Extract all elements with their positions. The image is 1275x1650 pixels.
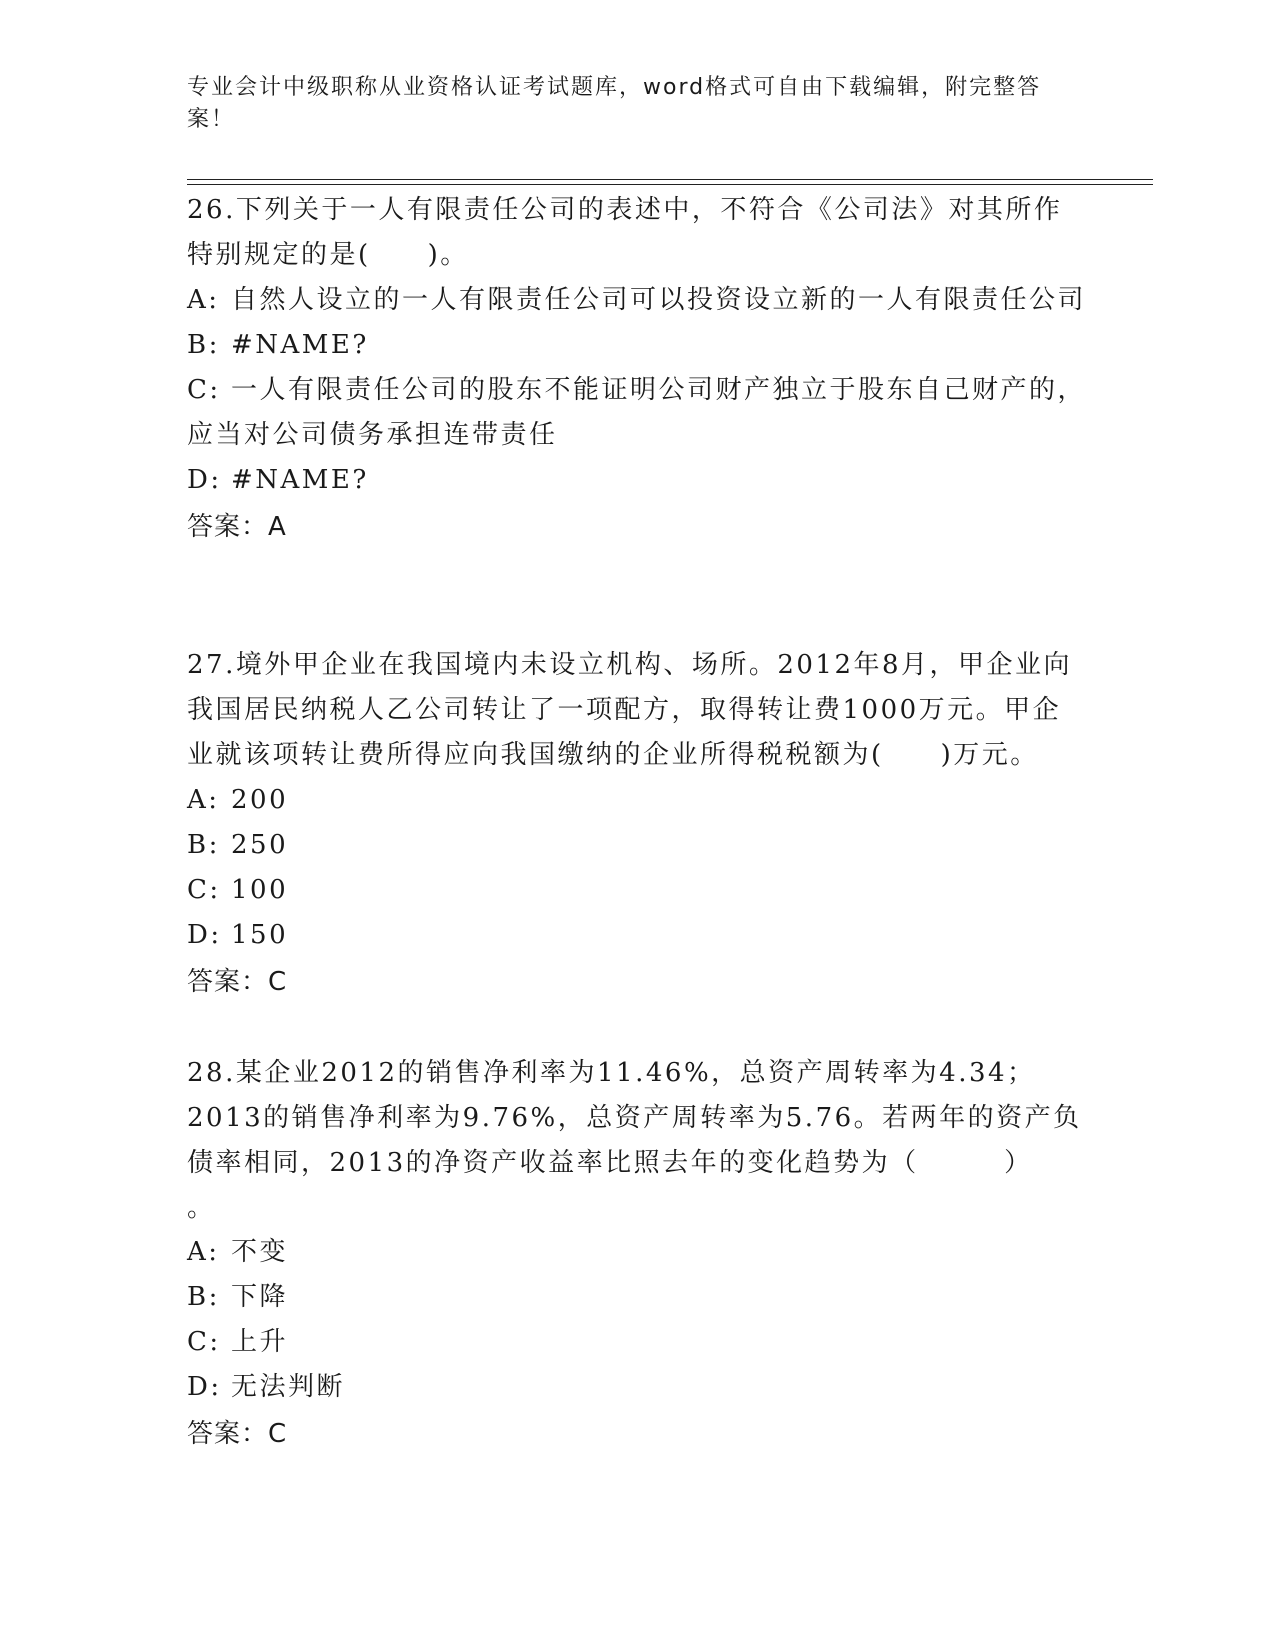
option-label: D: — [187, 465, 222, 495]
option-text: 自然人设立的一人有限责任公司可以投资设立新的一人有限责任公司 — [231, 285, 1087, 315]
option-a — [187, 278, 1087, 323]
answer-line: 答案：A — [187, 512, 287, 542]
question-27 — [187, 643, 1087, 1006]
header-rule-bottom — [187, 184, 1153, 185]
option-a — [187, 1230, 1087, 1275]
option-c — [187, 1320, 1087, 1365]
option-text: 一人有限责任公司的股东不能证明公司财产独立于股东自己财产的，应当对公司债务承担连带责任 — [187, 375, 1087, 450]
option-label: B: — [187, 830, 220, 860]
option-label: C: — [187, 875, 221, 905]
option-label: A: — [187, 785, 220, 815]
option-d — [187, 913, 1087, 958]
option-label: A: — [187, 1237, 220, 1267]
question-stem-text: 28.某企业2012的销售净利率为11.46%，总资产周转率为4.34；2013的销售净利率为9.76%，总资产周转率为5.76。若两年的资产负债率相同，2013的净资产收益率比照去年的变化趋势为（ ） — [187, 1058, 1082, 1178]
option-text: 下降 — [231, 1282, 289, 1312]
answer-line: 答案：C — [187, 967, 288, 997]
option-text: 上升 — [231, 1327, 289, 1357]
question-26 — [187, 188, 1087, 551]
option-text: 100 — [231, 875, 289, 905]
option-c — [187, 368, 1087, 458]
option-label: C: — [187, 1327, 221, 1357]
option-label: D: — [187, 1372, 222, 1402]
option-label: B: — [187, 330, 220, 360]
option-d — [187, 1365, 1087, 1410]
option-label: B: — [187, 1282, 220, 1312]
question-28 — [187, 1051, 1087, 1458]
option-label: C: — [187, 375, 221, 405]
header-rule-top — [187, 179, 1153, 180]
question-stem: 26.下列关于一人有限责任公司的表述中，不符合《公司法》对其所作特别规定的是( )。 — [187, 195, 1063, 270]
option-label: D: — [187, 920, 222, 950]
option-text: 150 — [231, 920, 289, 950]
question-stem-tail: 。 — [187, 1193, 216, 1223]
option-text: 不变 — [231, 1237, 289, 1267]
option-text: #NAME? — [231, 465, 369, 495]
option-text: #NAME? — [231, 330, 369, 360]
option-text: 200 — [231, 785, 289, 815]
option-label: A: — [187, 285, 220, 315]
document-header: 专业会计中级职称从业资格认证考试题库，word格式可自由下载编辑，附完整答案！ — [187, 75, 1042, 132]
question-stem — [187, 1051, 1087, 1230]
option-b — [187, 323, 1087, 368]
option-text: 无法判断 — [231, 1372, 346, 1402]
option-d — [187, 458, 1087, 503]
option-b — [187, 823, 1087, 868]
option-a — [187, 778, 1087, 823]
option-c — [187, 868, 1087, 913]
answer-line: 答案：C — [187, 1419, 288, 1449]
option-b — [187, 1275, 1087, 1320]
question-stem: 27.境外甲企业在我国境内未设立机构、场所。2012年8月，甲企业向我国居民纳税人乙公司转让了一项配方，取得转让费1000万元。甲企业就该项转让费所得应向我国缴纳的企业所得税税额为( )万元。 — [187, 650, 1073, 770]
option-text: 250 — [231, 830, 289, 860]
